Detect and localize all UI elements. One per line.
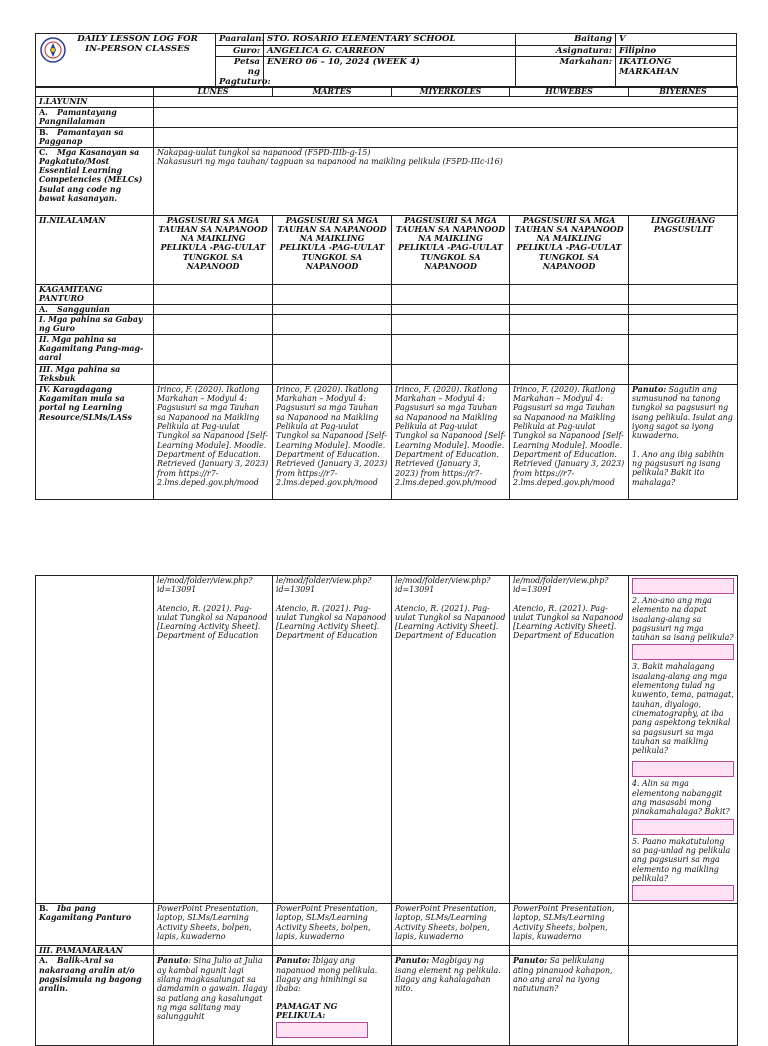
row-label-mga-kasanayan — [36, 147, 154, 215]
list-marker: B. — [39, 904, 49, 914]
row-label-kagamitang-pang-mag-aaral: II. Mga pahina sa Kagamitang Pang-mag-aaral — [36, 334, 154, 364]
reference-cont-monday — [154, 576, 273, 904]
cell — [629, 364, 738, 384]
cell — [392, 334, 510, 364]
day-header-thursday: HUWEBES — [510, 87, 629, 97]
panuto-label: Panuto — [157, 956, 189, 966]
panuto-text: Sa pelikulang ating pinanuod kahapon, ano ang aral na iyong natutunan? — [513, 956, 613, 994]
reference-url: le/mod/folder/view.php?id=13091 — [513, 576, 609, 595]
list-marker: A. — [39, 107, 48, 117]
friday-instructions — [629, 384, 738, 499]
row-label-layunin: I.LAYUNIN — [36, 97, 154, 107]
list-marker: A. — [39, 304, 48, 314]
cell — [273, 284, 392, 304]
cell — [510, 364, 629, 384]
cell — [392, 284, 510, 304]
pamantayang-pangnilalaman-value — [154, 107, 738, 127]
balik-aral-thursday — [510, 956, 629, 1046]
row-label-nilalaman: II.NILALAMAN — [36, 215, 154, 284]
cell — [392, 364, 510, 384]
cell — [629, 904, 738, 946]
cell — [629, 334, 738, 364]
label-text: Balik-Aral sa nakaraang aralin at/o pagsisimula ng bagong aralin. — [39, 956, 142, 994]
topic-tuesday: PAGSUSURI SA MGA TAUHAN SA NAPANOOD NA MAIKLING PELIKULA -PAG-UULAT TUNGKOL SA NAPANOOD — [273, 215, 392, 284]
date-value: ENERO 06 – 10, 2024 (WEEK 4) — [264, 57, 516, 88]
cell — [273, 364, 392, 384]
answer-box[interactable] — [632, 644, 734, 660]
reference-monday: Irinco, F. (2020). Ikatlong Markahan – Modyul 4: Pagsusuri sa mga Tauhan sa Napanood na Maikling Pelikula at Pag-uulat Tungkol sa Napanood [Self-Learning Module]. Moodle. Department of Education. Retrieved (January 3, 2023) from https://r7-2.lms.deped.gov.ph/mood — [154, 384, 273, 499]
iba-monday: PowerPoint Presentation, laptop, SLMs/Learning Activity Sheets, bolpen, lapis, kuwaderno — [154, 904, 273, 946]
panuto-label: Panuto: — [395, 956, 430, 966]
answer-box[interactable] — [632, 885, 734, 901]
layunin-value — [154, 97, 738, 107]
answer-box[interactable] — [632, 819, 734, 835]
date-label: Petsa ng Pagtuturo: — [216, 57, 264, 88]
grade-value: V — [616, 34, 737, 46]
label-text: Iba pang Kagamitang Panturo — [39, 904, 132, 923]
cell — [510, 946, 629, 956]
cell — [392, 946, 510, 956]
day-header-friday: BIYERNES — [629, 87, 738, 97]
panuto-text: Sagutin ang sumusunod na tanong tungkol sa pagsusuri ng isang pelikula. Isulat ang iyong sagot sa iyong kuwaderno. — [632, 384, 733, 441]
list-marker: B. — [39, 127, 49, 137]
balik-aral-monday — [154, 956, 273, 1046]
cell — [273, 314, 392, 334]
day-header-wednesday: MIYERKOLES — [392, 87, 510, 97]
panuto-label: Panuto: — [276, 956, 311, 966]
cell — [273, 304, 392, 314]
reference-url: le/mod/folder/view.php?id=13091 — [157, 576, 253, 595]
mga-kasanayan-value — [154, 147, 738, 215]
list-marker: C. — [39, 147, 48, 157]
reference-cont-tuesday — [273, 576, 392, 904]
cell — [392, 304, 510, 314]
topic-thursday: PAGSUSURI SA MGA TAUHAN SA NAPANOOD NA MAIKLING PELIKULA -PAG-UULAT TUNGKOL SA NAPANOOD — [510, 215, 629, 284]
label-text: Sanggunian — [57, 304, 110, 314]
answer-box[interactable] — [632, 761, 734, 777]
question-5: 5. Paano makatutulong sa pag-unlad ng pelikula ang pagsusuri sa mga elemento ng maikling pelikula? — [632, 836, 731, 883]
melc-line-1: Nakapag-uulat tungkol sa napanood (F5PD-IIIb-g-15) — [157, 147, 371, 157]
header-title-cell — [36, 34, 216, 88]
reference-wednesday: Irinco, F. (2020). Ikatlong Markahan – Modyul 4: Pagsusuri sa mga Tauhan sa Napanood na Maikling Pelikula at Pag-uulat Tungkol sa Napanood [Self-Learning Module]. Moodle. Department of Education. Retrieved (January 3, 2023) from https://r7-2.lms.deped.gov.ph/mood — [392, 384, 510, 499]
iba-wednesday: PowerPoint Presentation, laptop, SLMs/Learning Activity Sheets, bolpen, lapis, kuwaderno — [392, 904, 510, 946]
label-extra: Isulat ang code ng bawat kasanayan. — [39, 184, 122, 204]
reference-las: Atencio, R. (2021). Pag-uulat Tungkol sa Napanood [Learning Activity Sheet]. Department of Education — [513, 603, 624, 641]
row-label-teksbuk: III. Mga pahina sa Teksbuk — [36, 364, 154, 384]
reference-tuesday: Irinco, F. (2020). Ikatlong Markahan – Modyul 4: Pagsusuri sa mga Tauhan sa Napanood na Maikling Pelikula at Pag-uulat Tungkol sa Napanood [Self-Learning Module]. Moodle. Department of Education. Retrieved (January 3, 2023) from https://r7-2.lms.deped.gov.ph/mood — [273, 384, 392, 499]
cell — [154, 364, 273, 384]
question-1: 1. Ano ang ibig sabihin ng pagsusuri ng isang pelikula? Bakit ito mahalaga? — [632, 449, 725, 487]
balik-aral-tuesday — [273, 956, 392, 1046]
cell — [510, 284, 629, 304]
cell — [629, 946, 738, 956]
balik-aral-wednesday — [392, 956, 510, 1046]
topic-monday: PAGSUSURI SA MGA TAUHAN SA NAPANOOD NA MAIKLING PELIKULA -PAG-UULAT TUNGKOL SA NAPANOOD — [154, 215, 273, 284]
quarter-value: IKATLONG MARKAHAN — [616, 57, 737, 88]
panuto-label: Panuto: — [632, 384, 667, 394]
panuto-text: Ibigay ang napanuod mong pelikula. Ilagay ang hinihingi sa ibaba: — [276, 956, 378, 994]
reference-url: le/mod/folder/view.php?id=13091 — [276, 576, 372, 595]
iba-tuesday: PowerPoint Presentation, laptop, SLMs/Learning Activity Sheets, bolpen, lapis, kuwaderno — [273, 904, 392, 946]
cell — [510, 304, 629, 314]
reference-cont-wednesday — [392, 576, 510, 904]
question-4: 4. Alin sa mga elementong nabanggit ang masasabi mong pinakamahalaga? Bakit? — [632, 779, 730, 817]
pamagat-label: PAMAGAT NG PELIKULA: — [276, 1001, 338, 1020]
row-label-balik-aral — [36, 956, 154, 1046]
cell — [154, 304, 273, 314]
row-label-pamantayan-sa-pagganap — [36, 127, 154, 147]
reference-thursday: Irinco, F. (2020). Ikatlong Markahan – Modyul 4: Pagsusuri sa mga Tauhan sa Napanood na Maikling Pelikula at Pag-uulat Tungkol sa Napanood [Self-Learning Module]. Moodle. Department of Education. Retrieved (January 3, 2023) from https://r7-2.lms.deped.gov.ph/mood — [510, 384, 629, 499]
grade-label: Baitang — [516, 34, 616, 46]
friday-questions — [629, 576, 738, 904]
day-header-tuesday: MARTES — [273, 87, 392, 97]
question-2: 2. Ano-ano ang mga elemento na dapat isaalang-alang sa pagsusuri ng mga tauhan sa isang pelikula? — [632, 596, 734, 643]
reference-las: Atencio, R. (2021). Pag-uulat Tungkol sa Napanood [Learning Activity Sheet]. Department of Education — [157, 603, 268, 641]
pamantayan-sa-pagganap-value — [154, 127, 738, 147]
label-text: Pamantayang Pangnilalaman — [39, 107, 117, 126]
row-label-sanggunian — [36, 304, 154, 314]
row-label-karagdagang-kagamitan: IV. Karagdagang Kagamitan mula sa portal ng Learning Resource/SLMs/LASs — [36, 384, 154, 499]
row-label-pamamaraan: III. PAMAMARAAN — [36, 946, 154, 956]
cell — [154, 946, 273, 956]
answer-box[interactable] — [632, 578, 734, 594]
row-label-kagamitang-panturo: KAGAMITANG PANTURO — [36, 284, 154, 304]
cell — [510, 314, 629, 334]
cell — [154, 284, 273, 304]
cell — [629, 284, 738, 304]
header-table — [35, 33, 737, 88]
cell — [273, 334, 392, 364]
reference-las: Atencio, R. (2021). Pag-uulat Tungkol sa Napanood [Learning Activity Sheet]. Department of Education — [395, 603, 506, 641]
reference-url: le/mod/folder/view.php?id=13091 — [395, 576, 491, 595]
cell — [36, 576, 154, 904]
panuto-text: : Sina Julio at Julia ay kambal ngunit lagi silang magkasalungat sa damdamin o gawain. Ilagay sa patlang ang kasalungat ng mga salitang may salungguhit — [157, 956, 268, 1022]
topic-wednesday: PAGSUSURI SA MGA TAUHAN SA NAPANOOD NA MAIKLING PELIKULA -PAG-UULAT TUNGKOL SA NAPANOOD — [392, 215, 510, 284]
corner-cell — [36, 87, 154, 97]
lesson-log-table-page1 — [35, 86, 738, 500]
header-title-line1: DAILY LESSON LOG FOR — [77, 34, 198, 44]
deped-seal-icon — [40, 37, 66, 63]
school-value: STO. ROSARIO ELEMENTARY SCHOOL — [264, 34, 516, 46]
label-text: Mga Kasanayan sa Pagkatuto/Most Essential Learning Competencies (MELCs) — [39, 147, 143, 185]
day-header-monday: LUNES — [154, 87, 273, 97]
quarter-label: Markahan: — [516, 57, 616, 88]
panuto-label: Panuto: — [513, 956, 548, 966]
panuto-text: Magbigay ng isang element ng pelikula. Ilagay ang kahalagahan nito. — [395, 956, 501, 994]
list-marker: A. — [39, 956, 48, 966]
topic-friday: LINGGUHANG PAGSUSULIT — [629, 215, 738, 284]
answer-box[interactable] — [276, 1022, 368, 1038]
lesson-log-table-page2 — [35, 575, 738, 1046]
cell — [629, 956, 738, 1046]
teacher-value: ANGELICA G. CARREON — [264, 46, 516, 57]
cell — [154, 334, 273, 364]
label-text: Pamantayan sa Pagganap — [39, 127, 124, 146]
teacher-label: Guro: — [216, 46, 264, 57]
row-label-iba-pang-kagamitan — [36, 904, 154, 946]
melc-line-2: Nakasusuri ng mga tauhan/ tagpuan sa napanood na maikling pelikula (F5PD-IIIc-i16) — [157, 156, 503, 166]
cell — [273, 946, 392, 956]
subject-label: Asignatura: — [516, 46, 616, 57]
row-label-pamantayang-pangnilalaman — [36, 107, 154, 127]
iba-thursday: PowerPoint Presentation, laptop, SLMs/Learning Activity Sheets, bolpen, lapis, kuwaderno — [510, 904, 629, 946]
cell — [510, 334, 629, 364]
reference-cont-thursday — [510, 576, 629, 904]
row-label-gabay-ng-guro: I. Mga pahina sa Gabay ng Guro — [36, 314, 154, 334]
cell — [392, 314, 510, 334]
cell — [629, 304, 738, 314]
question-3: 3. Bakit mahalagang isaalang-alang ang mga elementong tulad ng kuwento, tema, pamagat, tauhan, diyalogo, cinematography, at iba pang aspektong teknikal sa pagsusuri sa mga tauhan sa maikling pelikula? — [632, 662, 734, 756]
header-title-line2: IN-PERSON CLASSES — [85, 44, 190, 54]
cell — [154, 314, 273, 334]
cell — [629, 314, 738, 334]
reference-las: Atencio, R. (2021). Pag-uulat Tungkol sa Napanood [Learning Activity Sheet]. Department of Education — [276, 603, 387, 641]
school-label: Paaralan: — [216, 34, 264, 46]
subject-value: Filipino — [616, 46, 737, 57]
